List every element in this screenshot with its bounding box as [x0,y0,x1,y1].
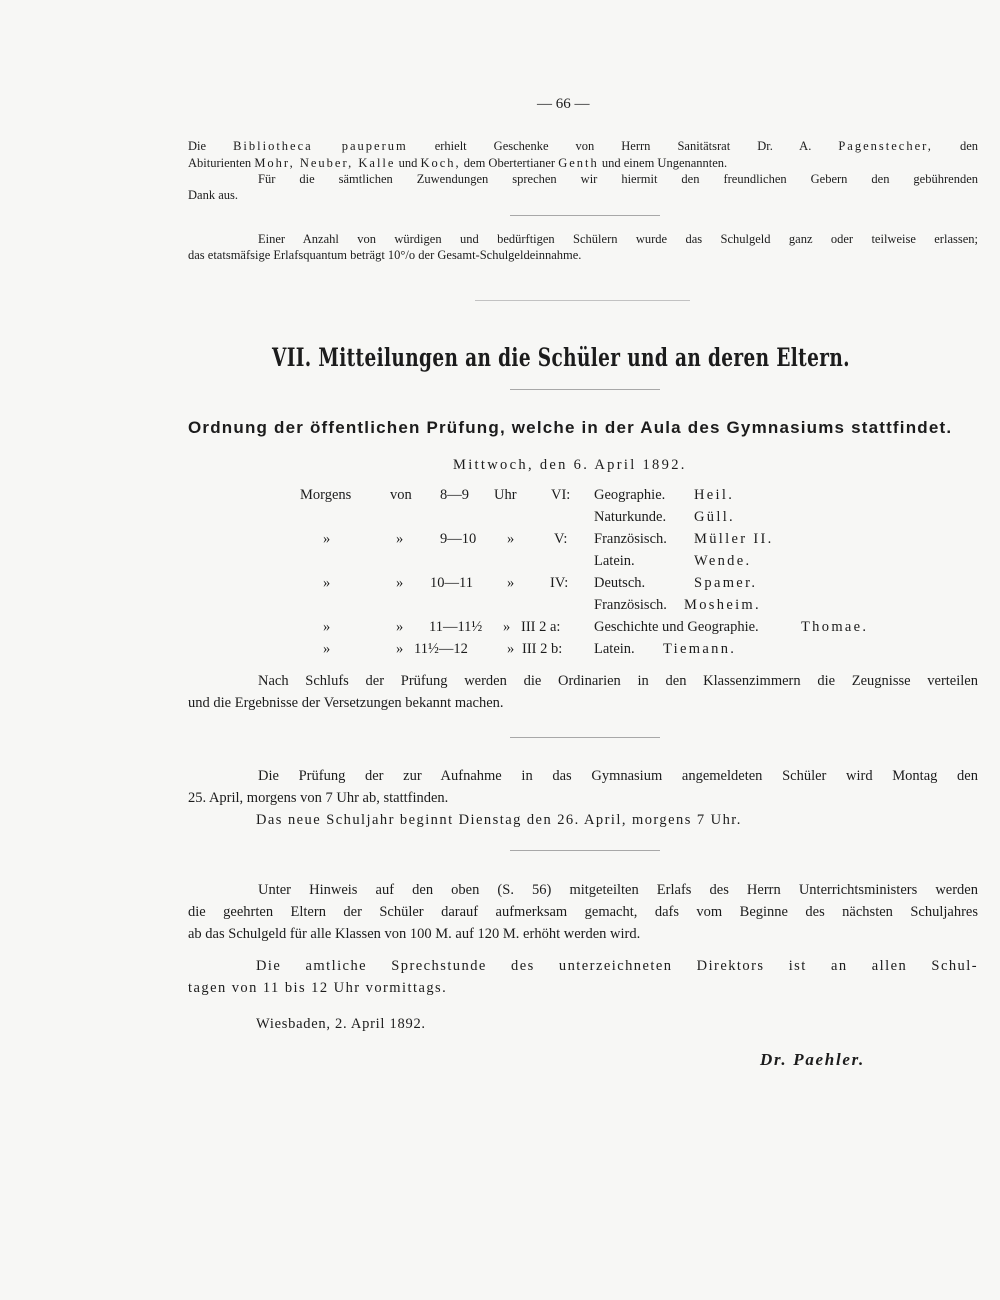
schedule-period: » [323,619,331,635]
schedule-uhr: » [507,641,515,657]
fees-line-3: ab das Schulgeld für alle Klassen von 100 M. auf 120 M. erhöht werden wird. [188,926,641,942]
fees-line-2: die geehrten Eltern der Schüler darauf aufmerksam gemacht, dafs vom Beginne des nächsten Schuljahres [188,904,978,920]
schedule-teacher: Tiemann. [663,641,737,657]
schedule-subject: Deutsch. [594,575,646,591]
office-hours-line-2: tagen von 11 bis 12 Uhr vormittags. [188,980,448,996]
schedule-uhr: » [507,575,515,591]
page-number: — 66 — [537,96,590,112]
schedule-class: V: [554,531,568,547]
schedule-teacher: Güll. [694,509,736,525]
bibliotheca-line-3: Für die sämtlichen Zuwendungen sprechen wir hiermit den freundlichen Gebern den gebührenden [258,172,978,186]
exam-heading: Ordnung der öffentlichen Prüfung, welche in der Aula des Gymnasiums stattfindet. [188,418,953,437]
schedule-time: 11½—12 [414,641,468,657]
schedule-subject: Naturkunde. [594,509,667,525]
schedule-teacher: Heil. [694,487,735,503]
donor-name: Pagenstecher, [838,139,933,153]
schedule-von: » [396,619,404,635]
admission-line-1: Die Prüfung der zur Aufnahme in das Gymnasium angemeldeten Schüler wird Montag den [258,768,978,784]
schedule-subject: Geschichte und Geographie. [594,619,759,635]
bibliotheca-line-4: Dank aus. [188,188,238,202]
schedule-teacher: Müller II. [694,531,774,547]
schedule-class: III 2 a: [521,619,561,635]
name-genth: Genth [558,156,599,170]
admission-line-2: 25. April, morgens von 7 Uhr ab, stattfinden. [188,790,449,806]
schedule-time: 9—10 [440,531,477,547]
schedule-period: » [323,641,331,657]
schedule-uhr: » [507,531,515,547]
divider [510,850,660,851]
schedule-von: » [396,641,404,657]
schedule-von: von [390,487,412,503]
schedule-uhr: » [503,619,511,635]
abiturienten-names: Mohr, Neuber, Kalle [254,156,396,170]
place-date: Wiesbaden, 2. April 1892. [256,1016,426,1032]
fees-line-1: Unter Hinweis auf den oben (S. 56) mitgeteilten Erlafs des Herrn Unterrichtsministers werden [258,882,978,898]
schedule-time: 10—11 [430,575,473,591]
schedule-class: VI: [551,487,571,503]
name-koch: Koch, [420,156,461,170]
bibliotheca-line-2: Abiturienten Mohr, Neuber, Kalle und Koch, dem Obertertianer Genth und einem Ungenannten. [188,156,728,170]
schulgeld-line-1: Einer Anzahl von würdigen und bedürftigen Schülern wurde das Schulgeld ganz oder teilweise erlassen; [258,232,978,246]
exam-date: Mittwoch, den 6. April 1892. [453,457,687,473]
divider [510,215,660,216]
after-exam-line-1: Nach Schlufs der Prüfung werden die Ordinarien in den Klassenzimmern die Zeugnisse verteilen [258,673,978,689]
signature: Dr. Paehler. [760,1050,865,1069]
schedule-class: IV: [550,575,569,591]
after-exam-line-2: und die Ergebnisse der Versetzungen bekannt machen. [188,695,504,711]
schedule-subject: Französisch. [594,531,667,547]
schedule-von: » [396,531,404,547]
schedule-von: » [396,575,404,591]
schedule-teacher: Mosheim. [684,597,761,613]
office-hours-line-1: Die amtliche Sprechstunde des unterzeichneten Direktors ist an allen Schul- [256,958,978,974]
schulgeld-line-2: das etatsmäfsige Erlafsquantum beträgt 10°/o der Gesamt-Schulgeldeinnahme. [188,248,582,262]
schedule-teacher: Thomae. [801,619,869,635]
schedule-teacher: Spamer. [694,575,758,591]
schedule-subject: Französisch. [594,597,667,613]
bibliotheca-name: Bibliotheca pauperum [233,139,408,153]
schedule-period: Morgens [300,487,352,503]
schedule-period: » [323,531,331,547]
schedule-period: » [323,575,331,591]
divider [475,300,690,301]
bibliotheca-line-1: Die Bibliotheca pauperum erhielt Geschenke von Herrn Sanitätsrat Dr. A. Pagenstecher, den [188,139,978,153]
schedule-teacher: Wende. [694,553,752,569]
divider [510,737,660,738]
section-heading: VII. Mitteilungen an die Schüler und an deren Eltern. [272,343,850,372]
schedule-time: 8—9 [440,487,469,503]
schedule-subject: Geographie. [594,487,666,503]
divider [510,389,660,390]
admission-line-3: Das neue Schuljahr beginnt Dienstag den 26. April, morgens 7 Uhr. [256,812,742,828]
schedule-uhr: Uhr [494,487,517,503]
schedule-class: III 2 b: [522,641,563,657]
schedule-subject: Latein. [594,553,635,569]
schedule-time: 11—11½ [429,619,483,635]
schedule-subject: Latein. [594,641,635,657]
